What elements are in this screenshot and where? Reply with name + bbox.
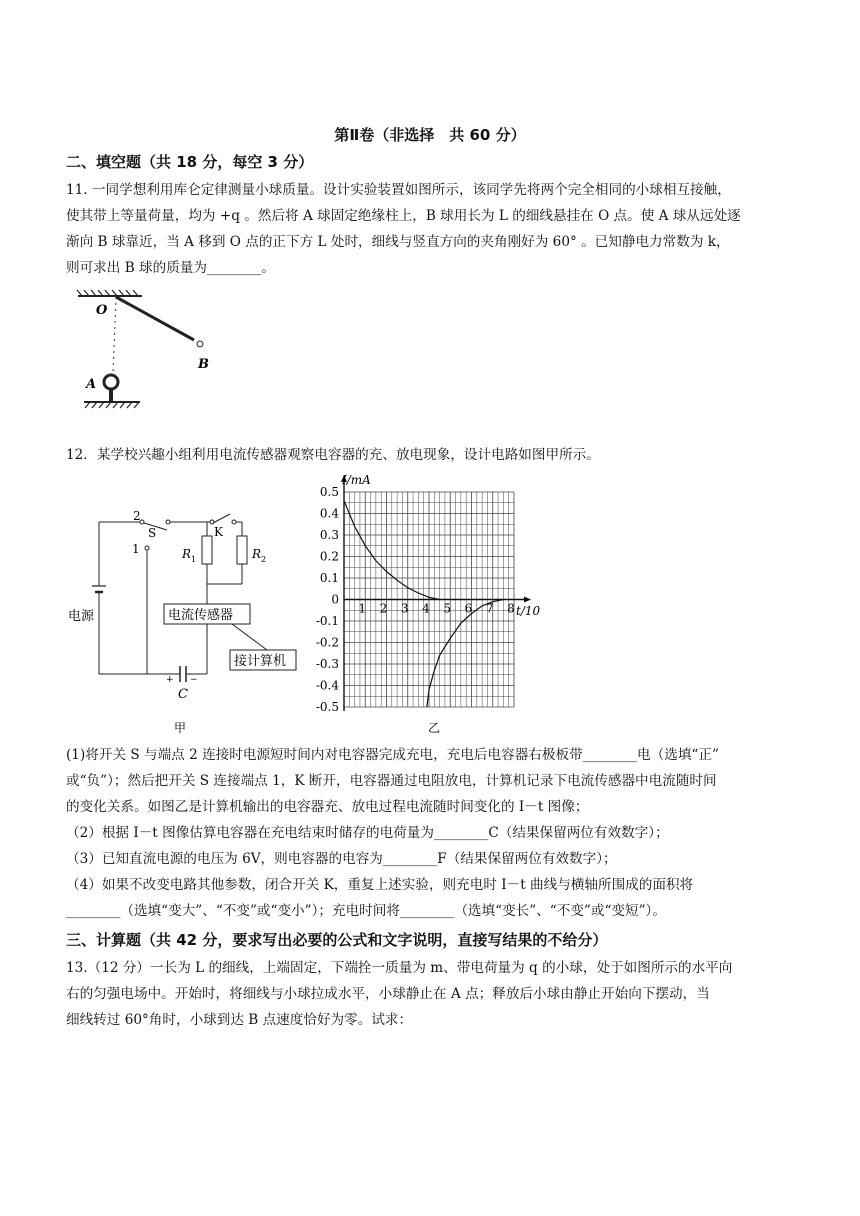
figure-yi-caption: 乙: [428, 721, 441, 735]
capacitor-label: C: [178, 687, 188, 702]
x-axis-label: t/10: [516, 604, 541, 618]
y-tick-label: 0.4: [319, 506, 339, 521]
q11-line-2: 使其带上等量荷量，均为 +q 。然后将 A 球固定绝缘柱上，B 球用长为 L 的细线悬挂在 O 点。使 A 球从远处逐: [66, 208, 741, 224]
q12-line-4: （2）根据 I－t 图像估算电容器在充电结束时储存的电荷量为________C（结果保留两位有效数字）；: [66, 825, 669, 841]
ball-a-label: A: [86, 377, 97, 392]
q13-line-2: 右的匀强电场中。开始时，将细线与小球拉成水平，小球静止在 A 点；释放后小球由静止开始向下摆动，当: [66, 986, 710, 1002]
point-o-label: O: [96, 303, 108, 318]
r2-subscript: 2: [261, 555, 267, 564]
y-tick-label: 0.2: [319, 549, 339, 564]
r2-label: R: [252, 547, 262, 561]
q12-line-5: （3）已知直流电源的电压为 6V，则电容器的电容为________F（结果保留两位有效数字）；: [66, 851, 617, 867]
power-source-label: 电源: [68, 609, 95, 624]
x-tick-label: 2: [379, 601, 388, 616]
computer-label: 接计算机: [234, 654, 287, 669]
q12-line-3: 的变化关系。如图乙是计算机输出的电容器充、放电过程电流随时间变化的 I－t 图像；: [66, 799, 589, 815]
capacitor-minus-label: −: [190, 675, 198, 685]
y-tick-label: -0.4: [315, 678, 339, 693]
x-tick-label: 7: [485, 601, 494, 616]
x-tick-label: 3: [400, 601, 409, 616]
current-time-chart: [300, 470, 560, 740]
q12-line-7: ________（选填“变大”、“不变”或“变小”）；充电时间将________（选填“变长”、“不变”或“变短”）。: [66, 903, 666, 919]
y-tick-label: 0.1: [319, 571, 339, 585]
q12-intro: 12．某学校兴趣小组利用电流传感器观察电容器的充、放电现象，设计电路如图甲所示。: [66, 447, 600, 463]
terminal-2-label: 2: [133, 509, 141, 523]
chart-axes: [341, 475, 531, 711]
section-heading-calc: 三、计算题（共 42 分，要求写出必要的公式和文字说明，直接写结果的不给分）: [66, 931, 608, 949]
q12-line-2: 或“负”）；然后把开关 S 连接端点 1，K 断开，电容器通过电阻放电，计算机记录下电流传感器中电流随时间: [66, 773, 717, 789]
q11-figure: [66, 288, 236, 410]
circuit-diagram: [62, 500, 302, 740]
q11-line-3: 渐向 B 球靠近，当 A 移到 O 点的正下方 L 处时，细线与竖直方向的夹角刚好为 60° 。已知静电力常数为 k，: [66, 234, 730, 250]
y-tick-label: -0.3: [315, 657, 339, 671]
r1-subscript: 1: [191, 555, 197, 564]
x-tick-label: 4: [422, 601, 430, 616]
x-tick-label: 6: [464, 601, 473, 616]
y-tick-label: -0.5: [315, 700, 339, 714]
switch-k-label: K: [214, 525, 223, 539]
x-axis-arrow: [524, 597, 531, 603]
y-tick-label: 0.5: [319, 485, 339, 499]
terminal-1-label: 1: [132, 542, 140, 556]
q11-line-4: 则可求出 B 球的质量为________。: [66, 260, 275, 276]
page-title: 第Ⅱ卷（非选择 共 60 分）: [334, 126, 526, 144]
x-tick-label: 8: [507, 601, 515, 616]
x-tick-label: 1: [358, 601, 367, 616]
current-sensor-label: 电流传感器: [168, 608, 234, 623]
y-tick-label: 0: [331, 592, 339, 607]
capacitor-plus-label: +: [166, 675, 174, 685]
y-tick-label: -0.1: [315, 614, 339, 628]
y-axis-label: I/mA: [342, 473, 371, 487]
q11-line-1: 11. 一同学想利用库仑定律测量小球质量。设计实验装置如图所示，该同学先将两个完全相同的小球相互接触，: [66, 182, 731, 198]
switch-s-label: S: [148, 526, 157, 540]
y-tick-label: -0.2: [315, 635, 339, 650]
q12-line-1: (1)将开关 S 与端点 2 连接时电源短时间内对电容器完成充电，充电后电容器右极板带________电（选填“正”: [66, 747, 719, 763]
r1-label: R: [182, 547, 192, 561]
ball-b-label: B: [198, 357, 209, 372]
q13-line-1: 13.（12 分）一长为 L 的细线，上端固定，下端拴一质量为 m、带电荷量为 q 的小球，处于如图所示的水平向: [66, 960, 733, 976]
section-heading-fill-in: 二、填空题（共 18 分，每空 3 分）: [66, 153, 314, 171]
y-tick-label: 0.3: [319, 528, 339, 542]
x-tick-label: 5: [443, 601, 452, 616]
figure-jia-caption: 甲: [174, 721, 187, 735]
q13-line-3: 细线转过 60°角时，小球到达 B 点速度恰好为零。试求：: [66, 1012, 413, 1028]
q12-line-6: （4）如果不改变电路其他参数，闭合开关 K，重复上述实验，则充电时 I－t 曲线与横轴所围成的面积将: [66, 877, 694, 893]
